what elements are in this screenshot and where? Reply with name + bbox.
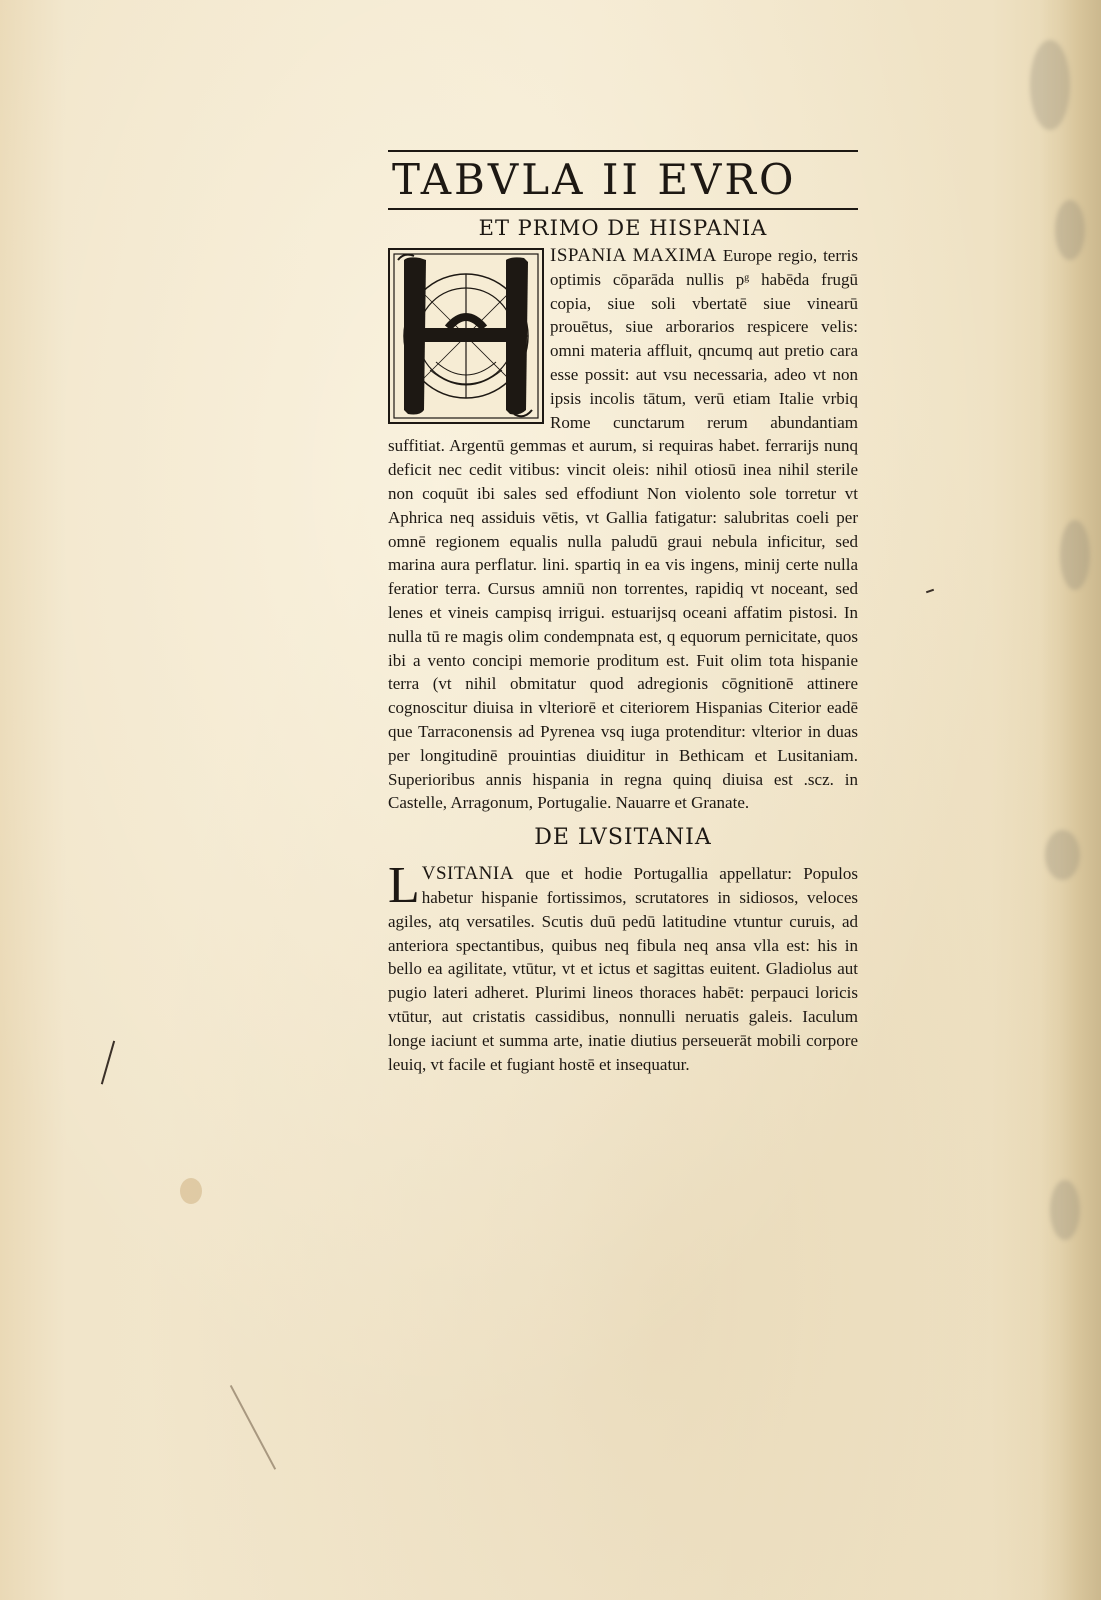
section-heading: DE LVSITANIA xyxy=(534,825,712,851)
stain xyxy=(1060,520,1090,590)
running-header xyxy=(388,150,858,210)
section-hispania xyxy=(388,244,858,815)
paper-crease xyxy=(230,1385,276,1470)
section-lusitania xyxy=(388,857,859,1076)
paragraph-text: que et hodie Portugallia appellatur: Populos habetur hispanie fortissimos, scrutatores in sidiosos, veloces agiles, atq versatiles. Scutis duū pedū latitudine vtuntur curuis, ad anteriora spectantibus, quibus neq fibula neq ansa vlla est: his in bello ea agilitate, vtūtur, vt et ictus et sagittas euitent. Gladiolus aut pugio lateri adheret. Plurimi lineos thoraces habēt: perpauci loricis vtūtur, aut cristatis cassidibus, nonnulli neruatis galeis. Iaculum longe iaciunt et summa arte, inatie diutius perseuerāt mobili corpore leuiq, vt facile et fugiant hostē et insequatur. xyxy=(388,864,859,1074)
lead-words: ISPANIA MAXIMA xyxy=(550,245,717,266)
paragraph-lusitania xyxy=(388,857,859,1076)
header-title: TABVLA II EVRO xyxy=(392,155,797,204)
paragraph-text: Europe regio, terris optimis cōparāda nullis pᵍ habēda frugū copia, siue soli vbertatē siue vinearū prouētus, siue arborarios respicere velis: omni materia affluit, qncumq aut pretio cara esse possit: aut vsu necessaria, adeo vt non ipsis incolis tātum, verū etiam Italie vrbiq Rome cunctarum rerum abundantiam suffitiat. Argentū gemmas et aurum, si requiras habet. ferrarijs nunq deficit nec cedit vitibus: vincit oleis: nihil otiosū inea nihil sterile non coquūt ibi sales sed effodiunt Non violento sole torretur vt Aphrica neq assiduis vētis, vt Gallia fatigatur: salubritas coeli per omnē regionem equalis nulla paludū graui nebula inficitur, sed marina aura perflatur. lini. spartiq in ea vis ingens, minij certe nulla feratior terra. Cursus amniū non torrentes, rapidiq vt noceant, sed lenes et vineis campisq irrigui. estuarijsq oceani affatim pistosi. In nulla tū re magis olim condempnata est, q equorum pernicitate, quos ibi a vento concipi memorie proditum est. Fuit olim tota hispanie terra (vt nihil obmitatur quod adregionis cōgnitionē attinere cognoscitur diuisa in vlteriorē et citeriorem Hispanias Citerior eadē que Tarraconensis ad Pyrenea vsq iuga protenditur: vlterior in duas per longitudinē prouintias diuiditur in Bethicam et Lusitaniam. Superioribus annis hispania in regna quinq diuisa est .scz. in Castelle, Arragonum, Portugalie. Nauarre et Granate. xyxy=(388,246,858,813)
foxing-spot xyxy=(180,1178,202,1204)
section-subtitle: ET PRIMO DE HISPANIA xyxy=(478,216,768,240)
ink-mark xyxy=(926,589,934,594)
stain xyxy=(1055,200,1085,260)
stain xyxy=(1030,40,1070,130)
woodcut-initial-h-icon xyxy=(390,250,542,422)
lead-words: VSITANIA xyxy=(421,863,514,885)
stain xyxy=(1045,830,1080,880)
initial-letter: L xyxy=(388,857,420,915)
stain xyxy=(1050,1180,1080,1240)
text-column xyxy=(388,150,858,1076)
ornamental-initial-icon xyxy=(388,248,544,424)
ink-mark xyxy=(101,1041,115,1085)
